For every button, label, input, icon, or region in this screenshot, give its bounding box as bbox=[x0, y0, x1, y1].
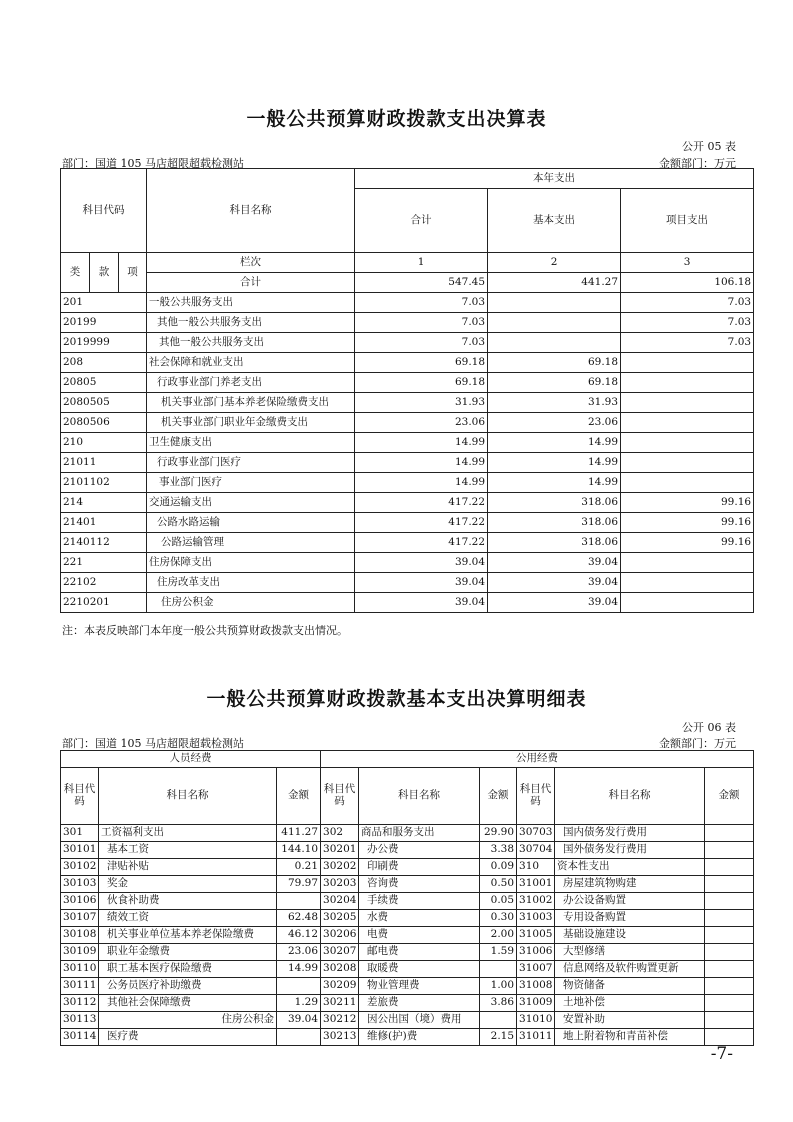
row-name-1: 工资福利支出 bbox=[99, 825, 277, 842]
table-row bbox=[61, 944, 754, 961]
row-name: 卫生健康支出 bbox=[147, 433, 355, 453]
table2-unit: 金额部门：万元 bbox=[659, 737, 736, 750]
row-code: 221 bbox=[61, 553, 147, 573]
row-name: 事业部门医疗 bbox=[147, 473, 355, 493]
row-name-2: 咨询费 bbox=[359, 876, 480, 893]
row-amount-2 bbox=[480, 1012, 517, 1029]
row-code-1: 30114 bbox=[61, 1029, 99, 1046]
row-name: 机关事业部门基本养老保险缴费支出 bbox=[147, 393, 355, 413]
row-name-3: 资本性支出 bbox=[555, 859, 705, 876]
row-name-3: 信息网络及软件购置更新 bbox=[555, 961, 705, 978]
header-col1: 1 bbox=[355, 253, 488, 273]
header-public: 公用经费 bbox=[321, 751, 754, 768]
table2-form-no: 公开 06 表 bbox=[682, 721, 736, 734]
row-amount-1: 14.99 bbox=[277, 961, 321, 978]
row-name-2: 因公出国（境）费用 bbox=[359, 1012, 480, 1029]
row-code-1: 301 bbox=[61, 825, 99, 842]
row-project bbox=[621, 553, 754, 573]
row-name-1: 基本工资 bbox=[99, 842, 277, 859]
row-code-3: 31010 bbox=[517, 1012, 555, 1029]
table2-dept: 部门：国道 105 马店超限超载检测站 bbox=[62, 737, 244, 750]
row-code-2: 30202 bbox=[321, 859, 359, 876]
table-row bbox=[61, 513, 754, 533]
row-basic: 69.18 bbox=[488, 353, 621, 373]
header-xiang: 项 bbox=[119, 253, 147, 293]
row-code: 214 bbox=[61, 493, 147, 513]
row-name: 公路运输管理 bbox=[147, 533, 355, 553]
row-amount-2: 2.00 bbox=[480, 927, 517, 944]
table-row bbox=[61, 453, 754, 473]
row-code-3: 31005 bbox=[517, 927, 555, 944]
sum-label: 合计 bbox=[147, 273, 355, 293]
row-total: 14.99 bbox=[355, 433, 488, 453]
row-project bbox=[621, 393, 754, 413]
row-basic: 23.06 bbox=[488, 413, 621, 433]
table-row bbox=[61, 876, 754, 893]
row-code: 2080505 bbox=[61, 393, 147, 413]
row-code: 22102 bbox=[61, 573, 147, 593]
row-name-3: 基础设施建设 bbox=[555, 927, 705, 944]
table-row bbox=[61, 825, 754, 842]
row-basic: 39.04 bbox=[488, 573, 621, 593]
sum-total: 547.45 bbox=[355, 273, 488, 293]
row-name-1: 机关事业单位基本养老保险缴费 bbox=[99, 927, 277, 944]
row-amount-3 bbox=[705, 961, 754, 978]
row-name: 机关事业部门职业年金缴费支出 bbox=[147, 413, 355, 433]
row-code: 21401 bbox=[61, 513, 147, 533]
row-amount-3 bbox=[705, 927, 754, 944]
row-code: 2210201 bbox=[61, 593, 147, 613]
row-basic: 318.06 bbox=[488, 533, 621, 553]
row-total: 31.93 bbox=[355, 393, 488, 413]
row-project bbox=[621, 433, 754, 453]
header-basic: 基本支出 bbox=[488, 189, 621, 253]
row-amount-3 bbox=[705, 859, 754, 876]
row-amount-3 bbox=[705, 944, 754, 961]
table-row bbox=[61, 393, 754, 413]
row-amount-2: 0.05 bbox=[480, 893, 517, 910]
table-row bbox=[61, 533, 754, 553]
row-name: 住房公积金 bbox=[147, 593, 355, 613]
row-code-2: 30212 bbox=[321, 1012, 359, 1029]
row-code: 201 bbox=[61, 293, 147, 313]
row-amount-1 bbox=[277, 1029, 321, 1046]
row-project bbox=[621, 413, 754, 433]
row-basic bbox=[488, 333, 621, 353]
row-amount-2: 0.09 bbox=[480, 859, 517, 876]
row-name-2: 电费 bbox=[359, 927, 480, 944]
row-name: 其他一般公共服务支出 bbox=[147, 313, 355, 333]
row-basic: 318.06 bbox=[488, 513, 621, 533]
header-project: 项目支出 bbox=[621, 189, 754, 253]
row-name: 行政事业部门养老支出 bbox=[147, 373, 355, 393]
row-total: 23.06 bbox=[355, 413, 488, 433]
row-name-2: 印刷费 bbox=[359, 859, 480, 876]
table1-dept: 部门：国道 105 马店超限超载检测站 bbox=[62, 157, 244, 170]
row-project bbox=[621, 373, 754, 393]
row-name: 交通运输支出 bbox=[147, 493, 355, 513]
row-amount-2: 3.86 bbox=[480, 995, 517, 1012]
row-total: 39.04 bbox=[355, 553, 488, 573]
row-name-3: 国内债务发行费用 bbox=[555, 825, 705, 842]
row-amount-3 bbox=[705, 842, 754, 859]
row-code: 210 bbox=[61, 433, 147, 453]
row-amount-3 bbox=[705, 978, 754, 995]
row-name-2: 办公费 bbox=[359, 842, 480, 859]
row-project bbox=[621, 573, 754, 593]
row-name-2: 手续费 bbox=[359, 893, 480, 910]
row-total: 7.03 bbox=[355, 313, 488, 333]
row-code-1: 30102 bbox=[61, 859, 99, 876]
table-row bbox=[61, 593, 754, 613]
row-name-1: 津贴补贴 bbox=[99, 859, 277, 876]
row-name-2: 水费 bbox=[359, 910, 480, 927]
header-amount-1: 金额 bbox=[277, 768, 321, 825]
row-name: 一般公共服务支出 bbox=[147, 293, 355, 313]
row-amount-1: 144.10 bbox=[277, 842, 321, 859]
row-project bbox=[621, 593, 754, 613]
row-name-3: 专用设备购置 bbox=[555, 910, 705, 927]
row-name-1: 其他社会保障缴费 bbox=[99, 995, 277, 1012]
row-name-2: 维修(护)费 bbox=[359, 1029, 480, 1046]
row-code: 2080506 bbox=[61, 413, 147, 433]
row-amount-3 bbox=[705, 893, 754, 910]
row-basic: 14.99 bbox=[488, 433, 621, 453]
row-amount-1: 1.29 bbox=[277, 995, 321, 1012]
row-code-3: 31011 bbox=[517, 1029, 555, 1046]
row-name-1: 伙食补助费 bbox=[99, 893, 277, 910]
row-basic: 39.04 bbox=[488, 593, 621, 613]
row-name-1: 奖金 bbox=[99, 876, 277, 893]
table-row bbox=[61, 373, 754, 393]
row-project: 7.03 bbox=[621, 333, 754, 353]
row-code-2: 30209 bbox=[321, 978, 359, 995]
row-code-3: 31001 bbox=[517, 876, 555, 893]
table-row bbox=[61, 433, 754, 453]
row-name-1: 绩效工资 bbox=[99, 910, 277, 927]
row-name: 公路水路运输 bbox=[147, 513, 355, 533]
row-name-2: 差旅费 bbox=[359, 995, 480, 1012]
table-row bbox=[61, 1029, 754, 1046]
table1-note: 注：本表反映部门本年度一般公共预算财政拨款支出情况。 bbox=[62, 624, 348, 637]
row-code-3: 31003 bbox=[517, 910, 555, 927]
row-total: 417.22 bbox=[355, 513, 488, 533]
row-code-2: 30201 bbox=[321, 842, 359, 859]
row-code-3: 31007 bbox=[517, 961, 555, 978]
row-code-3: 30704 bbox=[517, 842, 555, 859]
table-row bbox=[61, 995, 754, 1012]
row-code-1: 30112 bbox=[61, 995, 99, 1012]
header-lanci: 栏次 bbox=[147, 253, 355, 273]
sum-basic: 441.27 bbox=[488, 273, 621, 293]
row-code: 2019999 bbox=[61, 333, 147, 353]
header-amount-2: 金额 bbox=[480, 768, 517, 825]
table-row bbox=[61, 413, 754, 433]
row-name-3: 国外债务发行费用 bbox=[555, 842, 705, 859]
header-col3: 3 bbox=[621, 253, 754, 273]
table-row bbox=[61, 553, 754, 573]
header-code-3: 科目代码 bbox=[517, 768, 555, 825]
table1-unit: 金额部门：万元 bbox=[659, 157, 736, 170]
row-name-3: 土地补偿 bbox=[555, 995, 705, 1012]
row-code-1: 30103 bbox=[61, 876, 99, 893]
row-total: 69.18 bbox=[355, 373, 488, 393]
row-basic: 39.04 bbox=[488, 553, 621, 573]
row-amount-2: 1.00 bbox=[480, 978, 517, 995]
row-total: 39.04 bbox=[355, 573, 488, 593]
row-code-2: 30207 bbox=[321, 944, 359, 961]
row-code-1: 30101 bbox=[61, 842, 99, 859]
row-total: 7.03 bbox=[355, 293, 488, 313]
row-code-2: 30206 bbox=[321, 927, 359, 944]
row-amount-1: 46.12 bbox=[277, 927, 321, 944]
header-name-1: 科目名称 bbox=[99, 768, 277, 825]
header-total: 合计 bbox=[355, 189, 488, 253]
table-row bbox=[61, 1012, 754, 1029]
row-name-1: 医疗费 bbox=[99, 1029, 277, 1046]
row-basic: 69.18 bbox=[488, 373, 621, 393]
row-code-1: 30109 bbox=[61, 944, 99, 961]
row-total: 69.18 bbox=[355, 353, 488, 373]
table-row bbox=[61, 859, 754, 876]
row-code: 2140112 bbox=[61, 533, 147, 553]
row-project bbox=[621, 353, 754, 373]
row-code: 20805 bbox=[61, 373, 147, 393]
row-total: 14.99 bbox=[355, 473, 488, 493]
row-name-3: 安置补助 bbox=[555, 1012, 705, 1029]
row-name-1: 住房公积金 bbox=[99, 1012, 277, 1029]
table2 bbox=[60, 750, 754, 1046]
row-basic bbox=[488, 293, 621, 313]
row-name: 行政事业部门医疗 bbox=[147, 453, 355, 473]
row-name-3: 物资储备 bbox=[555, 978, 705, 995]
table-row bbox=[61, 910, 754, 927]
row-code-1: 30113 bbox=[61, 1012, 99, 1029]
table1-title: 一般公共预算财政拨款支出决算表 bbox=[246, 108, 547, 130]
table1 bbox=[60, 168, 754, 613]
row-code: 21011 bbox=[61, 453, 147, 473]
row-code-3: 31009 bbox=[517, 995, 555, 1012]
sum-project: 106.18 bbox=[621, 273, 754, 293]
row-project: 7.03 bbox=[621, 293, 754, 313]
header-code-2: 科目代码 bbox=[321, 768, 359, 825]
page-number: -7- bbox=[710, 1044, 733, 1064]
table2-title: 一般公共预算财政拨款基本支出决算明细表 bbox=[206, 688, 587, 710]
row-name-2: 物业管理费 bbox=[359, 978, 480, 995]
row-code-2: 30204 bbox=[321, 893, 359, 910]
table-row bbox=[61, 333, 754, 353]
table-row bbox=[61, 893, 754, 910]
row-basic: 31.93 bbox=[488, 393, 621, 413]
row-basic: 14.99 bbox=[488, 473, 621, 493]
header-lei: 类 bbox=[61, 253, 90, 293]
header-code: 科目代码 bbox=[61, 169, 147, 253]
row-total: 7.03 bbox=[355, 333, 488, 353]
row-amount-1 bbox=[277, 978, 321, 995]
row-amount-3 bbox=[705, 876, 754, 893]
row-code-3: 31002 bbox=[517, 893, 555, 910]
row-code-1: 30107 bbox=[61, 910, 99, 927]
row-project: 99.16 bbox=[621, 533, 754, 553]
table-row bbox=[61, 573, 754, 593]
table-row bbox=[61, 927, 754, 944]
row-project bbox=[621, 473, 754, 493]
header-name: 科目名称 bbox=[147, 169, 355, 253]
header-name-2: 科目名称 bbox=[359, 768, 480, 825]
table1-form-no: 公开 05 表 bbox=[682, 140, 736, 153]
row-name-3: 房屋建筑物购建 bbox=[555, 876, 705, 893]
row-amount-1: 411.27 bbox=[277, 825, 321, 842]
table-row bbox=[61, 473, 754, 493]
row-name-3: 大型修缮 bbox=[555, 944, 705, 961]
row-code: 208 bbox=[61, 353, 147, 373]
row-total: 417.22 bbox=[355, 533, 488, 553]
row-total: 14.99 bbox=[355, 453, 488, 473]
row-amount-1: 23.06 bbox=[277, 944, 321, 961]
table-row bbox=[61, 842, 754, 859]
row-code-2: 30208 bbox=[321, 961, 359, 978]
row-amount-2: 1.59 bbox=[480, 944, 517, 961]
row-amount-2: 2.15 bbox=[480, 1029, 517, 1046]
row-code-2: 30203 bbox=[321, 876, 359, 893]
row-basic: 14.99 bbox=[488, 453, 621, 473]
row-amount-2: 3.38 bbox=[480, 842, 517, 859]
row-code-2: 30213 bbox=[321, 1029, 359, 1046]
row-code-2: 302 bbox=[321, 825, 359, 842]
table-row bbox=[61, 978, 754, 995]
header-kuan: 款 bbox=[90, 253, 119, 293]
row-project: 99.16 bbox=[621, 493, 754, 513]
row-amount-2: 0.30 bbox=[480, 910, 517, 927]
row-amount-2: 29.90 bbox=[480, 825, 517, 842]
row-code-2: 30211 bbox=[321, 995, 359, 1012]
row-amount-1 bbox=[277, 893, 321, 910]
row-name-1: 职工基本医疗保险缴费 bbox=[99, 961, 277, 978]
row-name-3: 办公设备购置 bbox=[555, 893, 705, 910]
row-total: 417.22 bbox=[355, 493, 488, 513]
row-name-2: 取暖费 bbox=[359, 961, 480, 978]
header-personnel: 人员经费 bbox=[61, 751, 321, 768]
row-project: 7.03 bbox=[621, 313, 754, 333]
table-row bbox=[61, 961, 754, 978]
row-code-1: 30108 bbox=[61, 927, 99, 944]
row-code-3: 30703 bbox=[517, 825, 555, 842]
table-row bbox=[61, 353, 754, 373]
row-code-3: 31008 bbox=[517, 978, 555, 995]
row-code-1: 30110 bbox=[61, 961, 99, 978]
row-amount-3 bbox=[705, 995, 754, 1012]
row-code-1: 30106 bbox=[61, 893, 99, 910]
row-total: 39.04 bbox=[355, 593, 488, 613]
row-project bbox=[621, 453, 754, 473]
table-row bbox=[61, 313, 754, 333]
row-amount-3 bbox=[705, 910, 754, 927]
row-amount-1: 79.97 bbox=[277, 876, 321, 893]
row-amount-3 bbox=[705, 1012, 754, 1029]
table-row bbox=[61, 493, 754, 513]
row-name-1: 公务员医疗补助缴费 bbox=[99, 978, 277, 995]
row-amount-1: 0.21 bbox=[277, 859, 321, 876]
header-amount-3: 金额 bbox=[705, 768, 754, 825]
row-name: 住房改革支出 bbox=[147, 573, 355, 593]
row-amount-2 bbox=[480, 961, 517, 978]
row-name-2: 邮电费 bbox=[359, 944, 480, 961]
row-name-3: 地上附着物和青苗补偿 bbox=[555, 1029, 705, 1046]
row-code-3: 310 bbox=[517, 859, 555, 876]
row-amount-1: 62.48 bbox=[277, 910, 321, 927]
row-code: 2101102 bbox=[61, 473, 147, 493]
header-code-1: 科目代码 bbox=[61, 768, 99, 825]
row-name: 其他一般公共服务支出 bbox=[147, 333, 355, 353]
row-project: 99.16 bbox=[621, 513, 754, 533]
row-name: 社会保障和就业支出 bbox=[147, 353, 355, 373]
header-annual: 本年支出 bbox=[355, 169, 754, 189]
row-code-3: 31006 bbox=[517, 944, 555, 961]
row-name: 住房保障支出 bbox=[147, 553, 355, 573]
table-row bbox=[61, 293, 754, 313]
row-amount-3 bbox=[705, 825, 754, 842]
row-amount-3 bbox=[705, 1029, 754, 1046]
row-code-1: 30111 bbox=[61, 978, 99, 995]
row-amount-1: 39.04 bbox=[277, 1012, 321, 1029]
row-amount-2: 0.50 bbox=[480, 876, 517, 893]
row-code-2: 30205 bbox=[321, 910, 359, 927]
header-col2: 2 bbox=[488, 253, 621, 273]
row-name-2: 商品和服务支出 bbox=[359, 825, 480, 842]
row-code: 20199 bbox=[61, 313, 147, 333]
header-name-3: 科目名称 bbox=[555, 768, 705, 825]
row-basic: 318.06 bbox=[488, 493, 621, 513]
row-basic bbox=[488, 313, 621, 333]
row-name-1: 职业年金缴费 bbox=[99, 944, 277, 961]
